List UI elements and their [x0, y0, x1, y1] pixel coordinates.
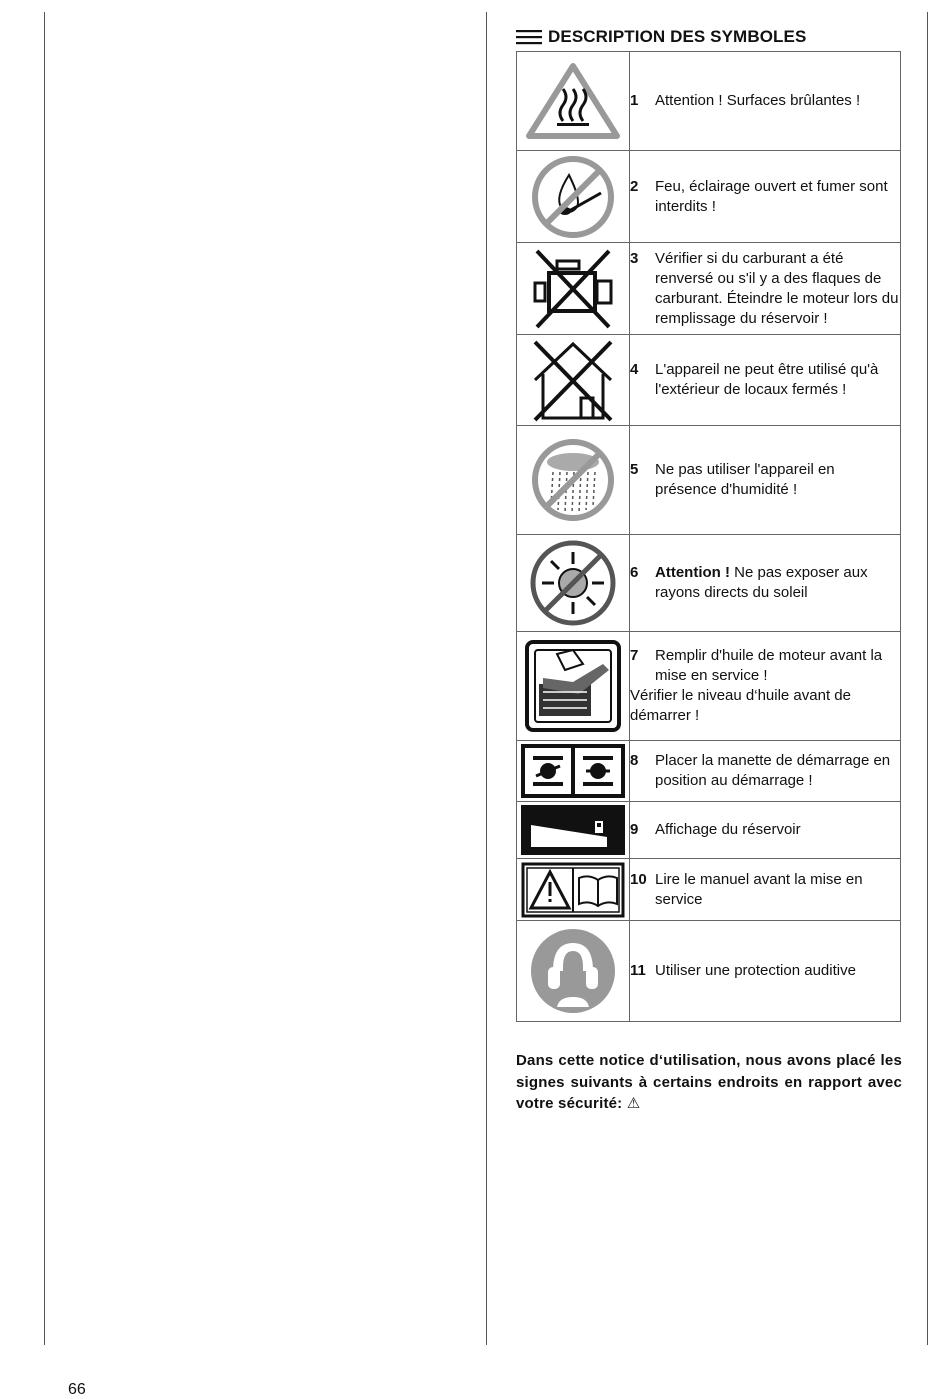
- safety-note: Dans cette notice d‘utilisation, nous avons placé les signes suivants à certains endroits en rapport avec votre sécurité: ⚠: [516, 1052, 902, 1112]
- symbol-text: Remplir d'huile de moteur avant la mise en service !: [655, 647, 883, 684]
- icon-cell: [517, 151, 630, 243]
- page-title: DESCRIPTION DES SYMBOLES: [548, 27, 807, 46]
- table-row: [517, 243, 901, 335]
- fuel-gauge-icon: [521, 805, 625, 855]
- table-row: [517, 335, 901, 426]
- icon-cell: [517, 535, 630, 632]
- right-margin-rule: [927, 12, 928, 1345]
- left-margin-rule: [44, 12, 45, 1345]
- symbol-number: 3: [630, 249, 639, 267]
- table-row: [517, 632, 901, 741]
- symbol-description: [630, 921, 901, 1022]
- icon-cell: [517, 52, 630, 151]
- icon-cell: [517, 802, 630, 859]
- symbol-text: Placer la manette de démarrage en position au démarrage !: [655, 752, 891, 789]
- symbol-description: [630, 535, 901, 632]
- symbol-text: Ne pas exposer aux rayons directs du soleil: [655, 564, 868, 601]
- menu-lines-icon: [516, 29, 542, 45]
- symbols-table: [516, 51, 901, 1022]
- symbol-number: 8: [630, 752, 639, 769]
- symbol-number: 2: [630, 177, 639, 195]
- icon-cell: [517, 921, 630, 1022]
- icon-cell: [517, 426, 630, 535]
- no-fire-icon: [529, 153, 617, 241]
- column-divider: [486, 12, 487, 1345]
- symbol-description: [630, 802, 901, 859]
- symbol-description: [630, 632, 901, 741]
- symbol-extra-text: Vérifier le niveau d‘huile avant de démarrer !: [630, 687, 851, 724]
- symbol-number: 6: [630, 564, 639, 581]
- symbol-description: [630, 151, 901, 243]
- table-row: [517, 859, 901, 921]
- symbol-number: 9: [630, 821, 639, 838]
- symbol-description: [630, 426, 901, 535]
- table-row: [517, 741, 901, 802]
- symbol-text: Vérifier si du carburant a été renversé ou s'il y a des flaques de carburant. Éteindre le moteur lors du remplissage du réservoir !: [655, 249, 899, 327]
- symbol-text: Utiliser une protection auditive: [655, 962, 856, 979]
- no-indoor-use-icon: [527, 338, 619, 422]
- table-row: [517, 535, 901, 632]
- symbol-text: Affichage du réservoir: [655, 821, 801, 838]
- icon-cell: [517, 741, 630, 802]
- table-row: [517, 52, 901, 151]
- table-row: [517, 426, 901, 535]
- symbol-description: [630, 741, 901, 802]
- symbol-text: Feu, éclairage ouvert et fumer sont interdits !: [655, 177, 888, 215]
- symbol-text: L'appareil ne peut être utilisé qu'à l'extérieur de locaux fermés !: [655, 361, 879, 398]
- symbol-description: [630, 243, 901, 335]
- symbol-text: Attention ! Surfaces brûlantes !: [655, 92, 861, 109]
- symbol-text: Ne pas utiliser l'appareil en présence d'humidité !: [655, 461, 835, 498]
- no-sun-icon: [528, 538, 618, 628]
- symbol-number: 5: [630, 461, 639, 478]
- ear-protection-icon: [529, 927, 617, 1015]
- symbol-number: 1: [630, 92, 639, 109]
- section-heading: [516, 27, 806, 47]
- symbol-number: 11: [630, 962, 646, 979]
- table-row: [517, 151, 901, 243]
- symbol-description: [630, 859, 901, 921]
- symbol-text: Lire le manuel avant la mise en service: [655, 870, 863, 908]
- symbol-description: [630, 335, 901, 426]
- choke-lever-icon: [521, 744, 625, 798]
- no-rain-icon: [529, 436, 617, 524]
- icon-cell: [517, 335, 630, 426]
- icon-cell: [517, 632, 630, 741]
- icon-cell: [517, 859, 630, 921]
- symbol-number: 10: [630, 870, 647, 888]
- hot-surface-warning-icon: [525, 61, 621, 141]
- icon-cell: [517, 243, 630, 335]
- engine-off-icon: [527, 247, 619, 331]
- symbol-description: [630, 52, 901, 151]
- read-manual-icon: [521, 862, 625, 918]
- symbol-emphasis: Attention !: [655, 564, 730, 581]
- symbol-number: 7: [630, 647, 639, 664]
- page-number: 66: [68, 1381, 86, 1398]
- symbol-number: 4: [630, 361, 639, 378]
- table-row: [517, 921, 901, 1022]
- oil-fill-icon: [523, 638, 623, 734]
- table-row: [517, 802, 901, 859]
